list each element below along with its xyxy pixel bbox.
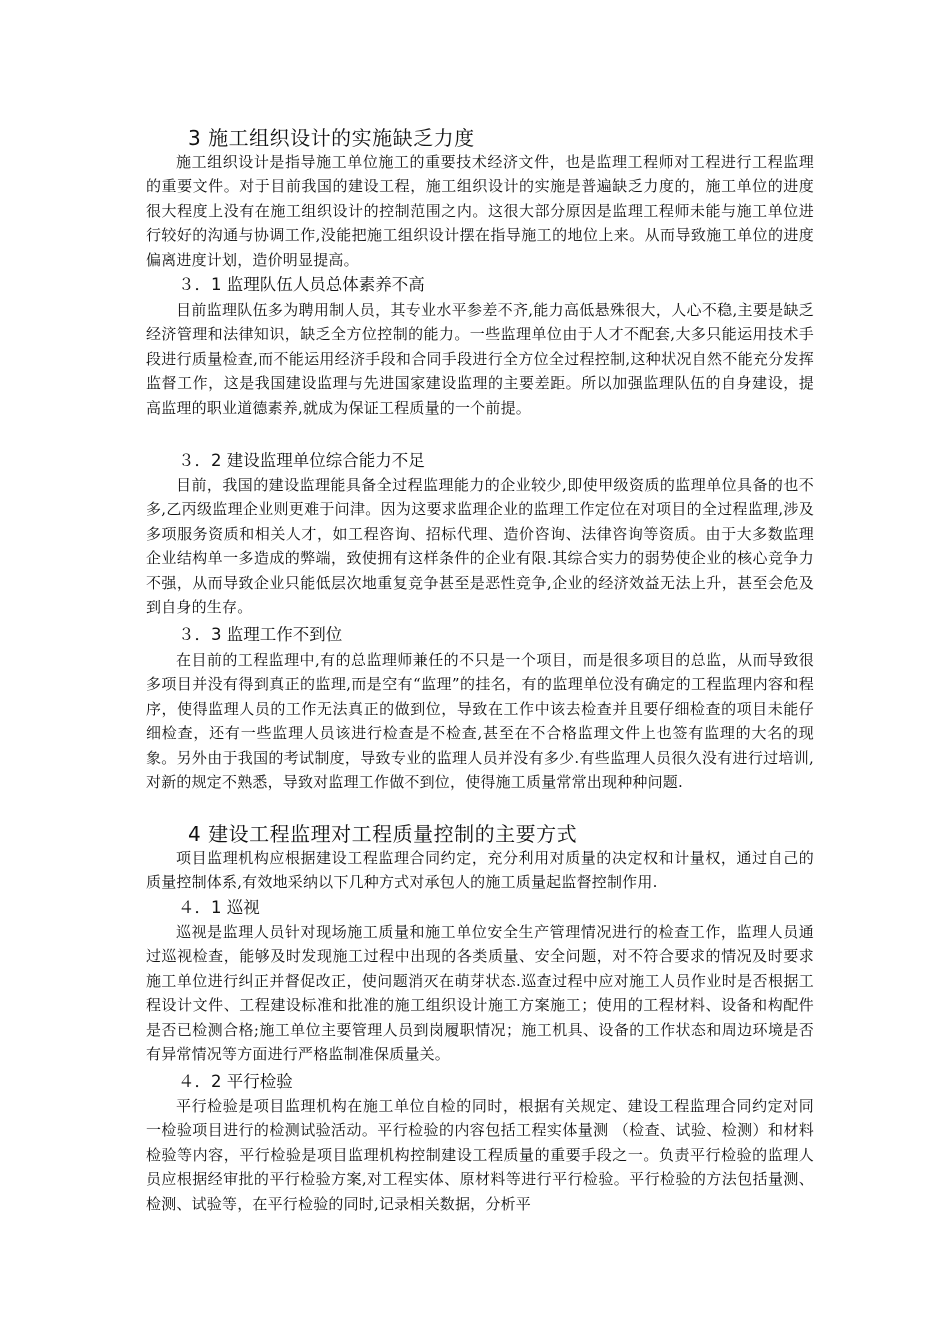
section-4-1-paragraph: 巡视是监理人员针对现场施工质量和施工单位安全生产管理情况进行的检查工作，监理人员通过巡视检查，能够及时发现施工过程中出现的各类质量、安全问题，对不符合要求的情况及时要求施工单位进行纠正并督促改正，使问题消灭在萌芽状态.巡查过程中应对施工人员作业时是否根据工程设计文件、工程建设标准和批准的施工组织设计施工方案施工；使用的工程材料、设备和构配件是否已检测合格;施工单位主要管理人员到岗履职情况；施工机具、设备的工作状态和周边环境是否有异常情况等方面进行严格监制准保质量关。: [146, 923, 814, 1064]
section-3-2-paragraph: 目前，我国的建设监理能具备全过程监理能力的企业较少,即使甲级资质的监理单位具备的也不多,乙丙级监理企业则更难于问津。因为这要求监理企业的监理工作定位在对项目的全过程监理,涉及多项服务资质和相关人才，如工程咨询、招标代理、造价咨询、法律咨询等资质。由于大多数监理企业结构单一多造成的弊端，致使拥有这样条件的企业有限.其综合实力的弱势使企业的核心竞争力不强，从而导致企业只能低层次地重复竞争甚至是恶性竞争,企业的经济效益无法上升，甚至会危及到自身的生存。: [146, 476, 814, 617]
section-4-1-heading: ４．1 巡视: [178, 898, 260, 917]
section-3-heading: 3 施工组织设计的实施缺乏力度: [188, 126, 475, 150]
section-3-1-paragraph: 目前监理队伍多为聘用制人员，其专业水平参差不齐,能力高低悬殊很大，人心不稳,主要是缺乏经济管理和法律知识，缺乏全方位控制的能力。一些监理单位由于人才不配套,大多只能运用技术手段进行质量检查,而不能运用经济手段和合同手段进行全方位全过程控制,这种状况自然不能充分发挥监督工作，这是我国建设监理与先进国家建设监理的主要差距。所以加强监理队伍的自身建设，提高监理的职业道德素养,就成为保证工程质量的一个前提。: [146, 301, 814, 417]
section-4-2-paragraph: 平行检验是项目监理机构在施工单位自检的同时，根据有关规定、建设工程监理合同约定对同一检验项目进行的检测试验活动。平行检验的内容包括工程实体量测 （检查、试验、检测）和材料检验等内容，平行检验是项目监理机构控制建设工程质量的重要手段之一。负责平行检验的监理人员应根据经审批的平行检验方案,对工程实体、原材料等进行平行检验。平行检验的方法包括量测、检测、试验等，在平行检验的同时,记录相关数据，分析平: [146, 1097, 814, 1213]
section-4-heading: 4 建设工程监理对工程质量控制的主要方式: [188, 822, 578, 846]
section-3-3-heading: ３．3 监理工作不到位: [178, 625, 343, 644]
section-4-2-heading: ４．2 平行检验: [178, 1072, 293, 1091]
section-3-paragraph: 施工组织设计是指导施工单位施工的重要技术经济文件，也是监理工程师对工程进行工程监理的重要文件。对于目前我国的建设工程，施工组织设计的实施是普遍缺乏力度的，施工单位的进度很大程度上没有在施工组织设计的控制范围之内。这很大部分原因是监理工程师未能与施工单位进行较好的沟通与协调工作,没能把施工组织设计摆在指导施工的地位上来。从而导致施工单位的进度偏离进度计划，造价明显提高。: [146, 153, 814, 269]
section-3-1-heading: ３．1 监理队伍人员总体素养不高: [178, 275, 425, 294]
section-4-paragraph: 项目监理机构应根据建设工程监理合同约定，充分利用对质量的决定权和计量权，通过自己的质量控制体系,有效地采纳以下几种方式对承包人的施工质量起监督控制作用.: [146, 849, 814, 892]
section-3-3-paragraph: 在目前的工程监理中,有的总监理师兼任的不只是一个项目，而是很多项目的总监，从而导致很多项目并没有得到真正的监理,而是空有“监理”的挂名，有的监理单位没有确定的工程监理内容和程序，使得监理人员的工作无法真正的做到位，导致在工作中该去检查并且要仔细检查的项目未能仔细检查，还有一些监理人员该进行检查是不检查,甚至在不合格监理文件上也签有监理的大名的现象。另外由于我国的考试制度，导致专业的监理人员并没有多少.有些监理人员很久没有进行过培训,对新的规定不熟悉，导致对监理工作做不到位，使得施工质量常常出现种种问题.: [146, 651, 814, 792]
section-3-2-heading: ３．2 建设监理单位综合能力不足: [178, 451, 425, 470]
